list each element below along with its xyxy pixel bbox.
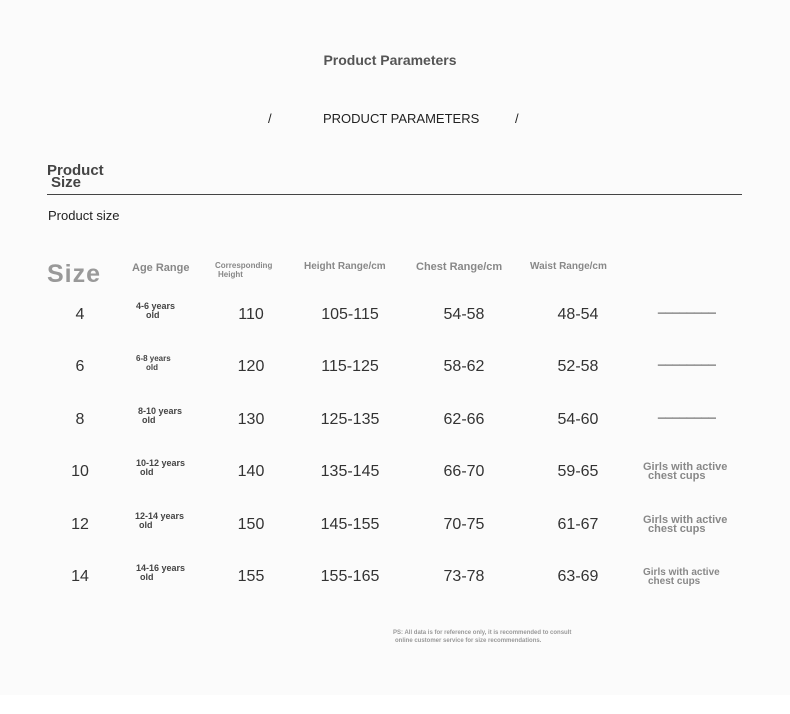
table-row — [0, 351, 790, 394]
cell-age-line2: old — [139, 520, 153, 530]
cell-waist-range: 63-69 — [557, 568, 599, 585]
cell-note — [658, 404, 778, 419]
cell-age — [135, 512, 205, 530]
cell-height: 155 — [237, 568, 265, 585]
table-header — [0, 256, 790, 286]
cell-chest-range: 66-70 — [443, 463, 485, 480]
cell-age — [136, 564, 206, 582]
subtitle-text: PRODUCT PARAMETERS — [323, 111, 480, 126]
cell-age — [136, 302, 206, 320]
cell-chest-range: 73-78 — [443, 568, 485, 585]
header-corresponding-line1: Corresponding — [215, 261, 273, 270]
cell-age — [138, 407, 208, 425]
cell-chest-range: 54-58 — [443, 306, 485, 323]
cell-note-line2: chest cups — [648, 470, 706, 482]
slash-right: / — [515, 111, 519, 126]
table-row — [0, 459, 790, 499]
cell-age-line2: old — [146, 363, 158, 372]
table-row — [0, 512, 790, 552]
cell-waist-range: 61-67 — [557, 516, 599, 533]
cell-note-line1: ________ — [658, 351, 716, 366]
cell-chest-range: 62-66 — [443, 411, 485, 428]
cell-note-line1: Girls with active — [643, 567, 720, 578]
cell-size: 8 — [75, 411, 85, 428]
cell-chest-range: 70-75 — [443, 516, 485, 533]
cell-height-range: 135-145 — [320, 463, 380, 480]
cell-note — [643, 568, 763, 586]
section-divider — [47, 194, 742, 195]
cell-height: 140 — [237, 463, 265, 480]
header-corresponding-height — [215, 261, 272, 279]
cell-age-line1: 6-8 years — [136, 354, 171, 363]
cell-height-range: 115-125 — [321, 358, 379, 375]
cell-note-line2: chest cups — [648, 576, 701, 587]
cell-note-line2: chest cups — [648, 523, 706, 535]
table-row — [0, 404, 790, 447]
footnote — [393, 629, 738, 645]
cell-age-line1: 10-12 years — [136, 458, 186, 468]
cell-height-range: 145-155 — [320, 516, 380, 533]
cell-age-line2: old — [140, 467, 154, 477]
cell-note-line1: Girls with active — [643, 461, 728, 473]
header-chest-range: Chest Range/cm — [416, 261, 503, 273]
cell-size: 6 — [75, 358, 85, 375]
cell-note — [643, 463, 763, 481]
cell-note — [658, 299, 778, 314]
cell-size: 4 — [75, 306, 85, 323]
cell-chest-range: 58-62 — [443, 358, 485, 375]
bottom-band — [0, 695, 790, 714]
cell-height: 130 — [237, 411, 265, 428]
cell-note-line1: ________ — [658, 404, 716, 419]
cell-waist-range: 48-54 — [557, 306, 599, 323]
cell-size: 12 — [71, 516, 89, 533]
subtitle-bar — [0, 111, 790, 129]
section-title — [47, 162, 104, 191]
cell-waist-range: 59-65 — [557, 463, 599, 480]
cell-note — [658, 351, 778, 366]
cell-height: 150 — [237, 516, 265, 533]
cell-note — [643, 516, 763, 534]
cell-age-line2: old — [142, 415, 156, 425]
cell-size: 14 — [71, 568, 89, 585]
cell-note-line1: ________ — [658, 299, 716, 314]
footnote-line2: online customer service for size recommendations. — [395, 638, 542, 644]
cell-age — [136, 459, 206, 477]
header-waist-range: Waist Range/cm — [530, 261, 607, 272]
cell-age — [136, 354, 206, 372]
cell-note-line1: Girls with active — [643, 514, 728, 526]
table-row — [0, 564, 790, 604]
footnote-line1: PS: All data is for reference only, it is recommended to consult — [393, 630, 572, 636]
slash-left: / — [268, 111, 272, 126]
header-size: Size — [47, 260, 102, 288]
cell-height: 110 — [238, 306, 264, 323]
header-corresponding-line2: Height — [218, 270, 243, 279]
cell-size: 10 — [71, 463, 89, 480]
cell-height: 120 — [237, 358, 265, 375]
cell-age-line1: 14-16 years — [136, 563, 186, 573]
cell-age-line1: 12-14 years — [135, 511, 185, 521]
cell-height-range: 155-165 — [320, 568, 380, 585]
section-subtitle: Product size — [48, 208, 120, 223]
header-height-range: Height Range/cm — [304, 261, 386, 272]
table-row — [0, 299, 790, 342]
cell-age-line1: 4-6 years — [136, 301, 176, 311]
cell-height-range: 105-115 — [321, 306, 379, 323]
section-title-line1: Product — [47, 162, 104, 179]
section-title-line2: Size — [51, 174, 82, 191]
cell-age-line2: old — [140, 572, 154, 582]
cell-height-range: 125-135 — [320, 411, 380, 428]
header-age-range: Age Range — [132, 262, 190, 274]
cell-age-line1: 8-10 years — [138, 406, 183, 416]
cell-waist-range: 54-60 — [557, 411, 599, 428]
cell-waist-range: 52-58 — [557, 358, 599, 375]
cell-age-line2: old — [146, 310, 160, 320]
page-title: Product Parameters — [323, 52, 457, 68]
